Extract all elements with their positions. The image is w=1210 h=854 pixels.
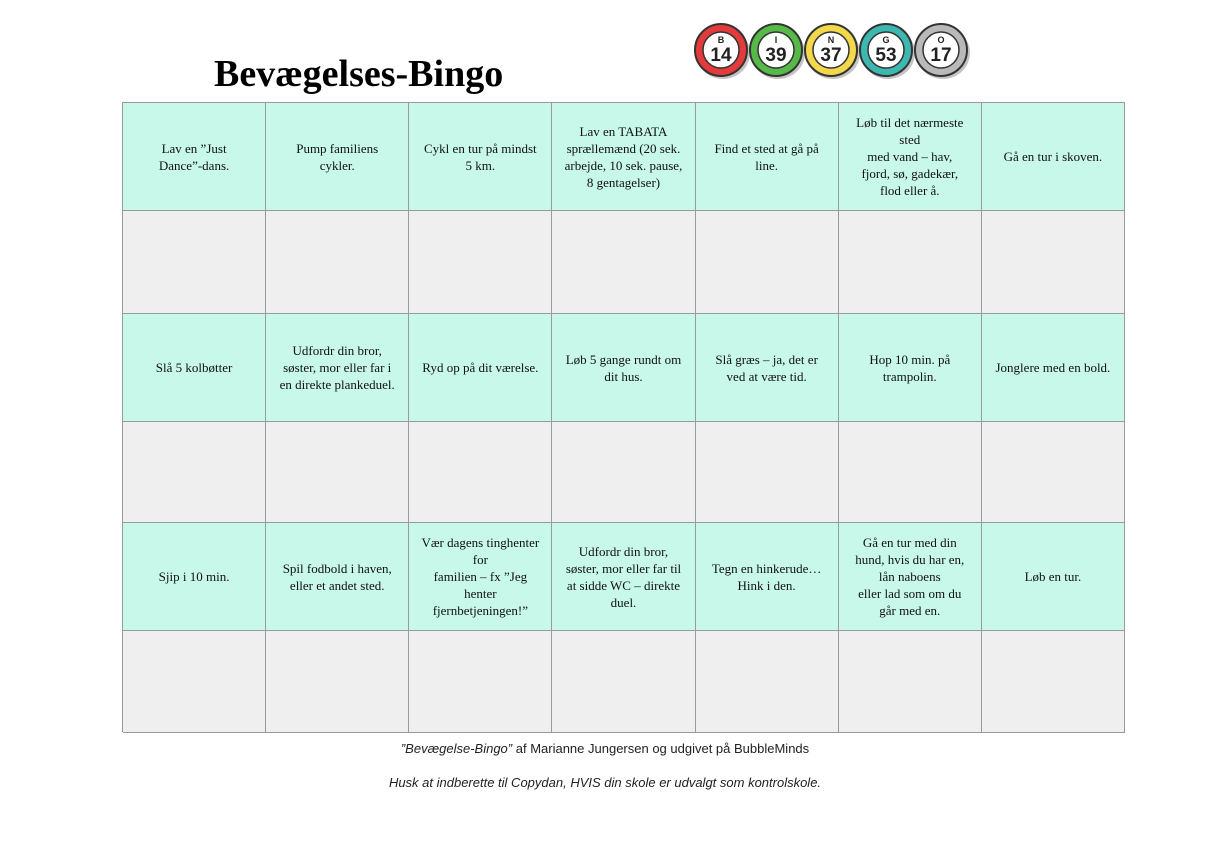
bingo-ball-number: 39 [765, 45, 787, 66]
task-cell: Udfordr din bror, søster, mor eller far til at sidde WC – direkte duel. [552, 523, 695, 631]
blank-cell [266, 422, 409, 523]
blank-cell [696, 631, 839, 733]
blank-cell [552, 422, 695, 523]
bingo-ball [860, 24, 915, 79]
blank-cell [409, 211, 552, 314]
bingo-ball [695, 24, 750, 79]
task-cell: Ryd op på dit værelse. [409, 314, 552, 422]
bingo-grid [122, 102, 1125, 732]
task-cell: Jonglere med en bold. [982, 314, 1125, 422]
task-cell: Slå græs – ja, det er ved at være tid. [696, 314, 839, 422]
footer-notice: Husk at indberette til Copydan, HVIS din skole er udvalgt som kontrolskole. [388, 775, 822, 790]
bingo-ball [805, 24, 860, 79]
blank-cell [123, 422, 266, 523]
task-cell: Tegn en hinkerude… Hink i den. [696, 523, 839, 631]
page-title: Bevægelses-Bingo [214, 53, 504, 95]
blank-cell [982, 211, 1125, 314]
task-cell: Løb 5 gange rundt om dit hus. [552, 314, 695, 422]
bingo-balls-logo [693, 22, 973, 82]
task-cell: Løb en tur. [982, 523, 1125, 631]
blank-cell [266, 631, 409, 733]
bingo-ball-letter: O [937, 35, 945, 45]
task-cell: Løb til det nærmeste sted med vand – hav, fjord, sø, gadekær, flod eller å. [839, 103, 982, 211]
task-cell: Vær dagens tinghenter for familien – fx ”Jeg henter fjernbetjeningen!” [409, 523, 552, 631]
task-cell: Cykl en tur på mindst 5 km. [409, 103, 552, 211]
task-cell: Pump familiens cykler. [266, 103, 409, 211]
blank-cell [409, 631, 552, 733]
blank-cell [123, 631, 266, 733]
footer-work-title: ”Bevægelse-Bingo” [400, 741, 513, 756]
blank-cell [839, 211, 982, 314]
task-cell: Hop 10 min. på trampolin. [839, 314, 982, 422]
bingo-ball-letter: I [774, 35, 778, 45]
bingo-ball-number: 14 [710, 45, 732, 66]
task-cell: Slå 5 kolbøtter [123, 314, 266, 422]
task-cell: Lav en TABATA sprællemænd (20 sek. arbejde, 10 sek. pause, 8 gentagelser) [552, 103, 695, 211]
task-cell: Find et sted at gå på line. [696, 103, 839, 211]
task-cell: Spil fodbold i haven, eller et andet sted. [266, 523, 409, 631]
bingo-ball [750, 24, 805, 79]
blank-cell [839, 422, 982, 523]
task-cell: Udfordr din bror, søster, mor eller far i en direkte plankeduel. [266, 314, 409, 422]
task-cell: Gå en tur med din hund, hvis du har en, lån naboens eller lad som om du går med en. [839, 523, 982, 631]
task-cell: Gå en tur i skoven. [982, 103, 1125, 211]
blank-cell [696, 211, 839, 314]
blank-cell [123, 211, 266, 314]
bingo-ball-letter: N [827, 35, 835, 45]
blank-cell [552, 211, 695, 314]
blank-cell [696, 422, 839, 523]
bingo-ball-letter: G [882, 35, 890, 45]
blank-cell [552, 631, 695, 733]
bingo-ball-number: 17 [930, 45, 952, 66]
bingo-ball [915, 24, 970, 79]
bingo-ball-number: 37 [820, 45, 842, 66]
bingo-ball-letter: B [717, 35, 725, 45]
footer-byline: af Marianne Jungersen og udgivet på BubbleMinds [512, 741, 810, 756]
blank-cell [982, 422, 1125, 523]
task-cell: Lav en ”Just Dance”-dans. [123, 103, 266, 211]
blank-cell [409, 422, 552, 523]
blank-cell [266, 211, 409, 314]
bingo-ball-number: 53 [875, 45, 897, 66]
task-cell: Sjip i 10 min. [123, 523, 266, 631]
blank-cell [839, 631, 982, 733]
blank-cell [982, 631, 1125, 733]
footer-credit [0, 741, 1210, 756]
